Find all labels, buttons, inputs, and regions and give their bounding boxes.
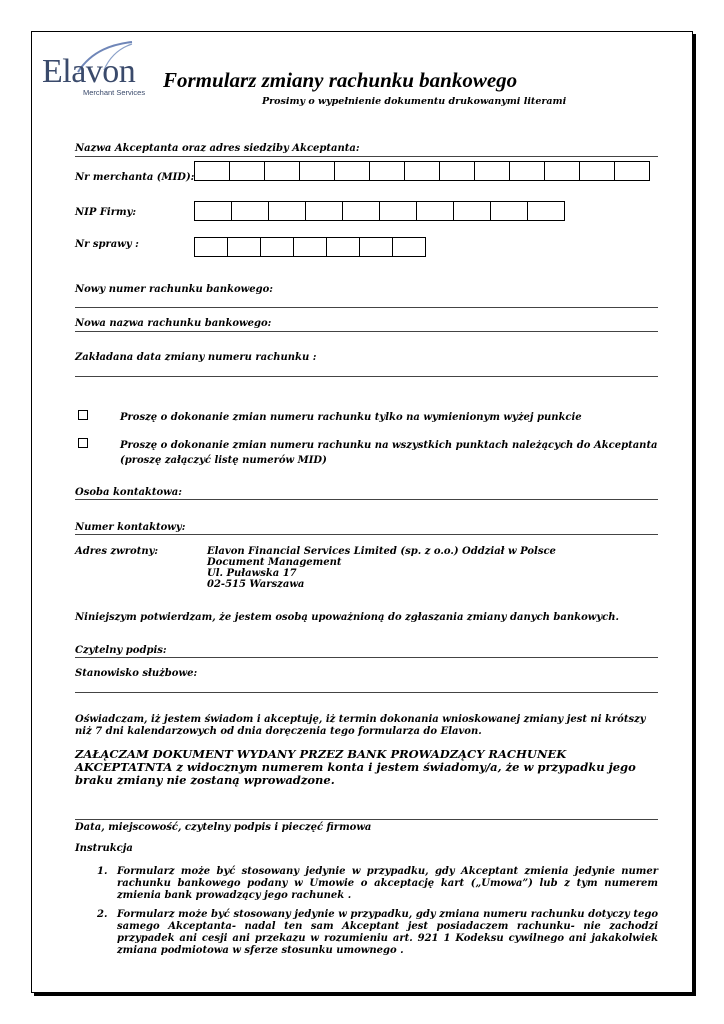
- nip-box[interactable]: [527, 201, 565, 221]
- footer-signature-line[interactable]: [75, 819, 658, 820]
- case-number-box[interactable]: [227, 237, 261, 257]
- logo-subtitle: Merchant Services: [83, 88, 146, 97]
- new-account-name-label: Nowa nazwa rachunku bankowego:: [75, 318, 272, 329]
- new-account-line[interactable]: [75, 307, 658, 308]
- nip-label: NIP Firmy:: [75, 207, 137, 218]
- nip-box[interactable]: [416, 201, 454, 221]
- bank-document-declaration: ZAŁĄCZAM DOKUMENT WYDANY PRZEZ BANK PROWADZĄCY RACHUNEK AKCEPTATNTA z widocznym numerem konta i jestem świadomy/a, że w przypadku jego braku zmiany nie zostaną wprowadzone.: [75, 747, 636, 787]
- instruction-item-2: [97, 909, 658, 957]
- new-account-name-line[interactable]: [75, 331, 658, 332]
- mid-box[interactable]: [369, 161, 405, 181]
- nip-boxes[interactable]: [194, 201, 565, 221]
- mid-box[interactable]: [579, 161, 615, 181]
- case-number-box[interactable]: [359, 237, 393, 257]
- return-address-line-2: Document Management: [207, 557, 342, 568]
- instruction-number: 1.: [97, 866, 108, 877]
- option-single-checkbox[interactable]: [78, 410, 88, 420]
- mid-box[interactable]: [229, 161, 265, 181]
- deadline-statement: Oświadczam, iż jestem świadom i akceptuję, iż termin dokonania wnioskowanej zmiany jest ni krótszy niż 7 dni kalendarzowych od dnia doręczenia tego formularza do Elavon.: [75, 714, 646, 737]
- merchant-name-label: Nazwa Akceptanta oraz adres siedziby Akceptanta:: [75, 143, 360, 154]
- mid-box[interactable]: [404, 161, 440, 181]
- return-address-line-4: 02-515 Warszawa: [207, 579, 305, 590]
- mid-boxes[interactable]: [194, 161, 650, 181]
- nip-box[interactable]: [231, 201, 269, 221]
- authorization-confirmation: Niniejszym potwierdzam, że jestem osobą upoważnioną do zgłaszania zmiany danych bankowych.: [75, 612, 620, 623]
- case-number-box[interactable]: [326, 237, 360, 257]
- nip-box[interactable]: [453, 201, 491, 221]
- mid-box[interactable]: [474, 161, 510, 181]
- nip-box[interactable]: [305, 201, 343, 221]
- contact-person-line[interactable]: [75, 499, 658, 500]
- return-address-line-3: Ul. Puławska 17: [207, 568, 297, 579]
- case-number-box[interactable]: [392, 237, 426, 257]
- footer-signature-label: Data, miejscowość, czytelny podpis i pieczęć firmowa: [75, 822, 372, 833]
- contact-phone-label: Numer kontaktowy:: [75, 522, 186, 533]
- nip-box[interactable]: [379, 201, 417, 221]
- case-number-box[interactable]: [293, 237, 327, 257]
- instruction-item-1: [97, 866, 658, 902]
- mid-box[interactable]: [509, 161, 545, 181]
- change-date-label: Zakładana data zmiany numeru rachunku :: [75, 352, 317, 363]
- option-single-label: Proszę o dokonanie zmian numeru rachunku tylko na wymienionym wyżej punkcie: [120, 412, 582, 423]
- instruction-text: Formularz może być stosowany jedynie w przypadku, gdy zmiana numeru rachunku dotyczy tego samego Akceptanta- nadal ten sam Akceptant jest posiadaczem rachunku- nie zachodzi przypadek ani cesji ani przekazu w rozumieniu art. 921 1 Kodeksu cywilnego ani jakakolwiek zmiana podmiotowa w sferze stosunku umownego .: [117, 909, 658, 956]
- logo-wordmark: Elavon: [42, 53, 136, 90]
- page-subtitle: Prosimy o wypełnienie dokumentu drukowanymi literami: [262, 96, 567, 107]
- mid-box[interactable]: [264, 161, 300, 181]
- option-all-label: Proszę o dokonanie zmian numeru rachunku na wszystkich punktach należących do Akceptanta: [120, 440, 658, 451]
- mid-box[interactable]: [614, 161, 650, 181]
- mid-box[interactable]: [544, 161, 580, 181]
- case-number-boxes[interactable]: [194, 237, 426, 257]
- merchant-name-line[interactable]: [75, 156, 658, 157]
- nip-box[interactable]: [490, 201, 528, 221]
- page-title: Formularz zmiany rachunku bankowego: [163, 68, 518, 92]
- option-all-note: (proszę załączyć listę numerów MID): [120, 455, 327, 466]
- readable-signature-line[interactable]: [75, 657, 658, 658]
- readable-signature-label: Czytelny podpis:: [75, 645, 167, 656]
- option-all-checkbox[interactable]: [78, 438, 88, 448]
- contact-person-label: Osoba kontaktowa:: [75, 487, 182, 498]
- change-date-line[interactable]: [75, 376, 658, 377]
- nip-box[interactable]: [268, 201, 306, 221]
- instruction-number: 2.: [97, 909, 108, 920]
- mid-box[interactable]: [334, 161, 370, 181]
- nip-box[interactable]: [342, 201, 380, 221]
- contact-phone-line[interactable]: [75, 534, 658, 535]
- return-address-label: Adres zwrotny:: [75, 546, 159, 557]
- job-position-line[interactable]: [75, 692, 658, 693]
- mid-label: Nr merchanta (MID):: [75, 172, 195, 183]
- case-number-label: Nr sprawy :: [75, 239, 139, 250]
- return-address-line-1: Elavon Financial Services Limited (sp. z o.o.) Oddział w Polsce: [207, 546, 556, 557]
- instructions-heading: Instrukcja: [75, 843, 133, 854]
- job-position-label: Stanowisko służbowe:: [75, 668, 198, 679]
- new-account-label: Nowy numer rachunku bankowego:: [75, 284, 273, 295]
- case-number-box[interactable]: [260, 237, 294, 257]
- mid-box[interactable]: [439, 161, 475, 181]
- mid-box[interactable]: [194, 161, 230, 181]
- case-number-box[interactable]: [194, 237, 228, 257]
- instruction-text: Formularz może być stosowany jedynie w przypadku, gdy Akceptant zmienia jedynie numer rachunku bankowego podany w Umowie o akceptację kart („Umowa”) lub z tym numerem zmienia bank prowadzący jego rachunek .: [117, 866, 658, 901]
- mid-box[interactable]: [299, 161, 335, 181]
- nip-box[interactable]: [194, 201, 232, 221]
